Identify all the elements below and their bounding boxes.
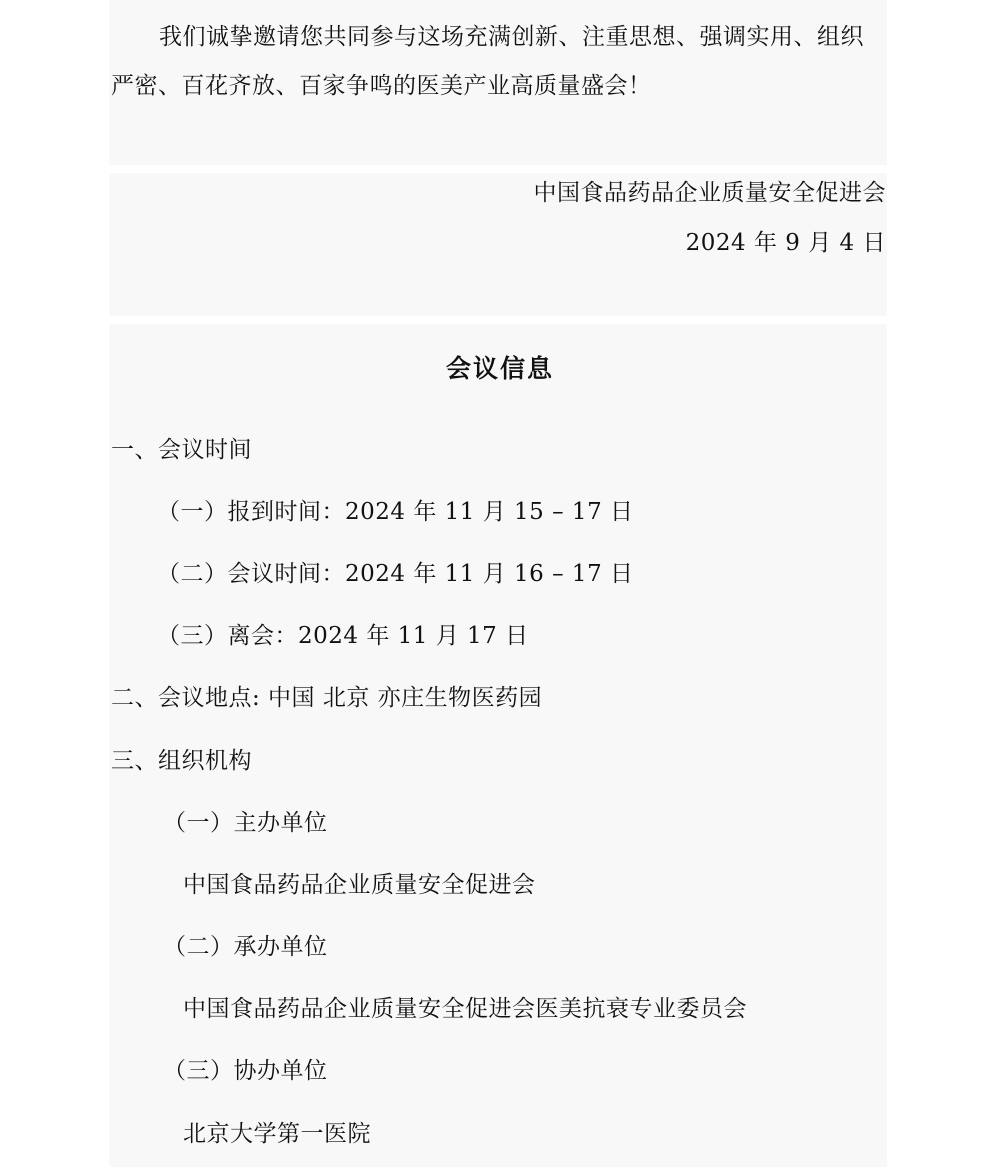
- organizer-heading: （二）承办单位: [163, 934, 328, 960]
- registration-time: （一）报到时间：2024 年 11 月 15 – 17 日: [157, 499, 634, 525]
- page-divider: [0, 165, 1000, 173]
- meeting-time-heading: 一、会议时间: [111, 437, 252, 463]
- organizer-organization: 中国食品药品企业质量安全促进会医美抗衰专业委员会: [183, 996, 747, 1022]
- signature-date: 2024 年 9 月 4 日: [685, 230, 886, 256]
- signature-organization: 中国食品药品企业质量安全促进会: [533, 180, 886, 206]
- page-divider: [0, 316, 1000, 324]
- meeting-time: （二）会议时间：2024 年 11 月 16 – 17 日: [157, 561, 634, 587]
- co-organizer-heading: （三）协办单位: [163, 1058, 328, 1084]
- co-organizer-organization: 北京大学第一医院: [183, 1121, 371, 1147]
- meeting-location: 二、会议地点: 中国 北京 亦庄生物医药园: [111, 685, 543, 711]
- invitation-line-2: 严密、百花齐放、百家争鸣的医美产业高质量盛会！: [111, 73, 652, 99]
- organization-heading: 三、组织机构: [111, 748, 252, 774]
- section-title: 会议信息: [445, 354, 554, 383]
- host-organization: 中国食品药品企业质量安全促进会: [183, 872, 536, 898]
- departure-time: （三）离会：2024 年 11 月 17 日: [157, 623, 529, 649]
- host-heading: （一）主办单位: [163, 810, 328, 836]
- invitation-line-1: 我们诚挚邀请您共同参与这场充满创新、注重思想、强调实用、组织: [159, 24, 864, 50]
